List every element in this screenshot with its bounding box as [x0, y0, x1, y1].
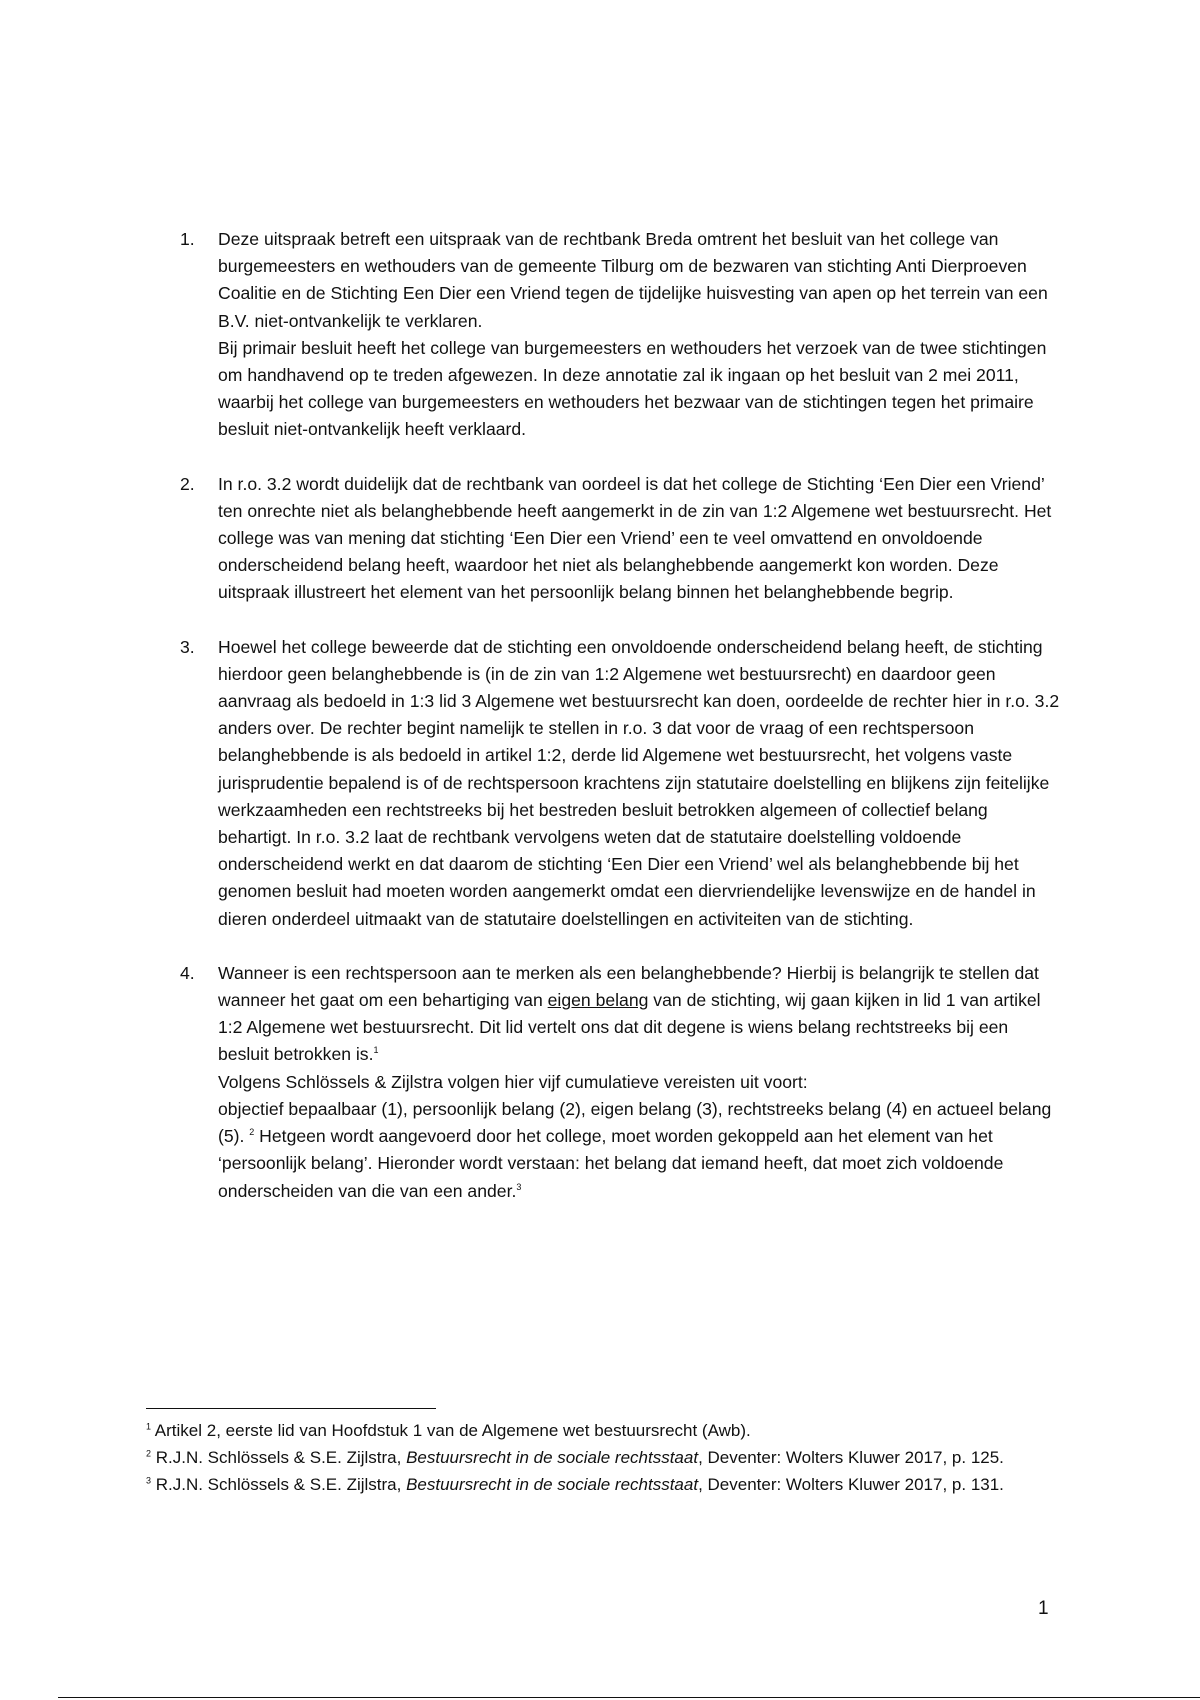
paragraph: Deze uitspraak betreft een uitspraak van de rechtbank Breda omtrent het besluit van het college van burgemeesters en wethouders van de gemeente Tilburg om de bezwaren van stichting Anti Dierproeven Coalitie en de Stichting Een Dier een Vriend tegen de tijdelijke huisvesting van apen op het terrein van een B.V. niet-ontvankelijk te verklaren. [218, 229, 1048, 331]
list-item-2 [180, 471, 1060, 607]
footnote-2 [146, 1444, 1046, 1471]
footnote-text: R.J.N. Schlössels & S.E. Zijlstra, [151, 1475, 407, 1494]
page-number: 1 [1038, 1598, 1049, 1619]
footnote-ref[interactable]: 1 [373, 1045, 379, 1056]
footnotes [146, 1417, 1046, 1498]
footnote-text: Artikel 2, eerste lid van Hoofdstuk 1 van de Algemene wet bestuursrecht (Awb). [151, 1421, 751, 1440]
paragraph [218, 960, 1060, 1069]
paragraph: Volgens Schlössels & Zijlstra volgen hier vijf cumulatieve vereisten uit voort: [218, 1071, 808, 1092]
book-title: Bestuursrecht in de sociale rechtsstaat [406, 1475, 699, 1494]
numbered-list [180, 226, 1060, 1232]
book-title: Bestuursrecht in de sociale rechtsstaat [406, 1448, 699, 1467]
footnote-1 [146, 1417, 1046, 1444]
footnote-ref[interactable]: 3 [516, 1181, 522, 1192]
text-run: Wanneer is een rechtspersoon aan te merken als een belanghebbende? Hierbij is belangrijk te stellen dat wanneer het gaat om een behartiging van [218, 962, 1039, 1011]
list-number: 2. [180, 473, 195, 494]
footnote-text: R.J.N. Schlössels & S.E. Zijlstra, [151, 1448, 407, 1467]
list-item-3 [180, 634, 1060, 933]
footnote-text: , Deventer: Wolters Kluwer 2017, p. 131. [698, 1475, 1004, 1494]
paragraph [218, 1096, 1060, 1205]
underlined-text: eigen belang [547, 990, 649, 1011]
list-item-4 [180, 960, 1060, 1205]
footnote-mark: 3 [146, 1475, 152, 1486]
footnote-mark: 1 [146, 1421, 152, 1432]
footnote-separator [146, 1408, 436, 1409]
footnote-text: , Deventer: Wolters Kluwer 2017, p. 125. [698, 1448, 1004, 1467]
paragraph: Hoewel het college beweerde dat de stichting een onvoldoende onderscheidend belang heeft, de stichting hierdoor geen belanghebbende is (in de zin van 1:2 Algemene wet bestuursrecht) en daardoor geen aanvraag als bedoeld in 1:3 lid 3 Algemene wet bestuursrecht kan doen, oordeelde de rechter hier in r.o. 3.2 anders over. De rechter begint namelijk te stellen in r.o. 3 dat voor de vraag of een rechtspersoon belanghebbende is als bedoeld in artikel 1:2, derde lid Algemene wet bestuursrecht, het volgens vaste jurisprudentie bepalend is of de rechtspersoon krachtens zijn statutaire doelstelling en blijkens zijn feitelijke werkzaamheden een rechtstreeks bij het bestreden besluit betrokken algemeen of collectief belang behartigt. In r.o. 3.2 laat de rechtbank vervolgens weten dat de statutaire doelstelling voldoende onderscheidend werkt en dat daarom de stichting ‘Een Dier een Vriend’ wel als belanghebbende bij het genomen besluit had moeten worden aangemerkt omdat een diervriendelijke levenswijze en de handel in dieren onderdeel uitmaakt van de statutaire doelstellingen en activiteiten van de stichting. [218, 636, 1060, 929]
list-number: 3. [180, 636, 195, 657]
list-number: 4. [180, 962, 195, 983]
text-run: van de stichting, wij gaan kijken in lid 1 van artikel 1:2 Algemene wet bestuursrecht. Dit lid vertelt ons dat dit degene is wiens belang rechtstreeks bij een besluit betrokken is. [218, 990, 1041, 1065]
list-number: 1. [180, 229, 195, 249]
footnote-3 [146, 1471, 1046, 1498]
paragraph: Bij primair besluit heeft het college van burgemeesters en wethouders het verzoek van de twee stichtingen om handhavend op te treden afgewezen. In deze annotatie zal ik ingaan op het besluit van 2 mei 2011, waarbij het college van burgemeesters en wethouders het bezwaar van de stichtingen tegen het primaire besluit niet-ontvankelijk heeft verklaard. [218, 337, 1047, 440]
text-run: objectief bepaalbaar (1), persoonlijk belang (2), eigen belang (3), rechtstreeks belang (4) en actueel belang (5). [218, 1098, 1052, 1147]
text-run: Hetgeen wordt aangevoerd door het college, moet worden gekoppeld aan het element van het ‘persoonlijk belang’. Hieronder wordt verstaan: het belang dat iemand heeft, dat moet zich voldoende onderscheiden van die van een ander. [218, 1126, 1004, 1201]
footnote-ref[interactable]: 2 [249, 1127, 255, 1138]
paragraph: In r.o. 3.2 wordt duidelijk dat de rechtbank van oordeel is dat het college de Stichting ‘Een Dier een Vriend’ ten onrechte niet als belanghebbende heeft aangemerkt in de zin van 1:2 Algemene wet bestuursrecht. Het college was van mening dat stichting ‘Een Dier een Vriend’ een te veel omvattend en onvoldoende onderscheidend belang heeft, waardoor het niet als belanghebbende aangemerkt kon worden. Deze uitspraak illustreert het element van het persoonlijk belang binnen het belanghebbende begrip. [218, 473, 1052, 603]
footnote-mark: 2 [146, 1448, 152, 1459]
list-item-1 [180, 226, 1060, 444]
page-bottom-line [58, 1697, 1200, 1698]
